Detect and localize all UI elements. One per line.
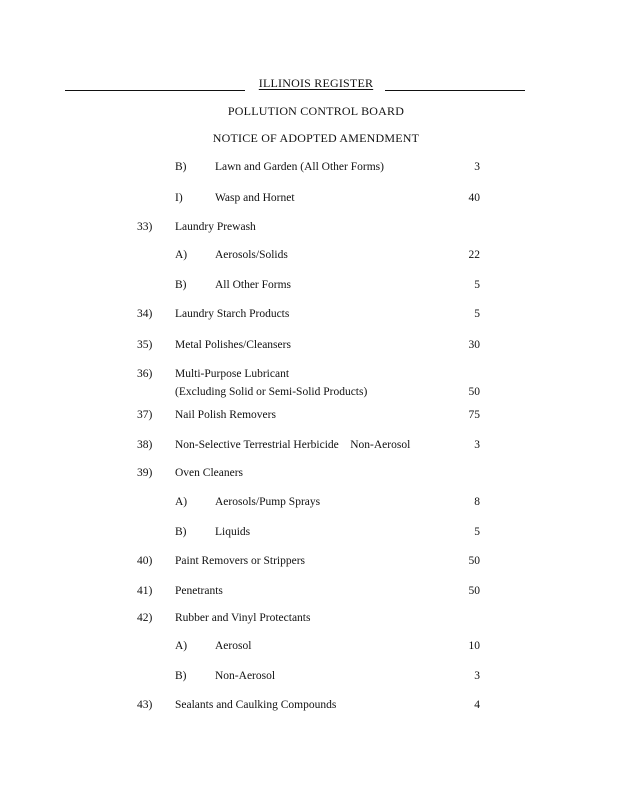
item-label-continuation: (Excluding Solid or Semi-Solid Products) bbox=[175, 386, 368, 398]
list-item bbox=[0, 192, 618, 208]
item-value: 3 bbox=[474, 670, 480, 682]
register-title: ILLINOIS REGISTER bbox=[258, 76, 374, 90]
item-label: Rubber and Vinyl Protectants bbox=[175, 612, 311, 624]
item-value: 50 bbox=[468, 386, 480, 398]
item-number: 39) bbox=[137, 467, 153, 479]
list-item bbox=[0, 496, 618, 512]
item-value: 10 bbox=[468, 640, 480, 652]
list-item bbox=[0, 670, 618, 686]
item-number: 41) bbox=[137, 585, 153, 597]
item-label: Nail Polish Removers bbox=[175, 409, 276, 421]
board-title: POLLUTION CONTROL BOARD bbox=[227, 104, 405, 118]
list-item bbox=[0, 612, 618, 628]
item-value: 22 bbox=[468, 249, 480, 261]
item-label: Laundry Starch Products bbox=[175, 308, 290, 320]
list-item bbox=[0, 585, 618, 601]
item-label: Metal Polishes/Cleansers bbox=[175, 339, 291, 351]
item-value: 50 bbox=[468, 585, 480, 597]
item-value: 3 bbox=[474, 161, 480, 173]
item-number: 34) bbox=[137, 308, 153, 320]
item-letter: A) bbox=[175, 249, 188, 261]
item-label: Aerosols/Pump Sprays bbox=[215, 496, 321, 508]
item-letter: B) bbox=[175, 279, 187, 291]
item-label: Non-Aerosol bbox=[215, 670, 276, 682]
item-value: 5 bbox=[474, 279, 480, 291]
item-number: 40) bbox=[137, 555, 153, 567]
item-number: 36) bbox=[137, 368, 153, 380]
list-item bbox=[0, 249, 618, 265]
list-item bbox=[0, 439, 618, 455]
item-letter: I) bbox=[175, 192, 183, 204]
list-item bbox=[0, 409, 618, 425]
list-item-continuation bbox=[0, 386, 618, 402]
item-value: 75 bbox=[468, 409, 480, 421]
list-item bbox=[0, 161, 618, 177]
item-label: Sealants and Caulking Compounds bbox=[175, 699, 337, 711]
item-letter: A) bbox=[175, 640, 188, 652]
item-number: 35) bbox=[137, 339, 153, 351]
item-letter: B) bbox=[175, 670, 187, 682]
item-number: 38) bbox=[137, 439, 153, 451]
list-item bbox=[0, 339, 618, 355]
item-value: 3 bbox=[474, 439, 480, 451]
list-item bbox=[0, 221, 618, 237]
item-label: Aerosols/Solids bbox=[215, 249, 288, 261]
list-item bbox=[0, 555, 618, 571]
item-value: 4 bbox=[474, 699, 480, 711]
item-label: Wasp and Hornet bbox=[215, 192, 295, 204]
item-number: 33) bbox=[137, 221, 153, 233]
item-letter: B) bbox=[175, 526, 187, 538]
item-number: 42) bbox=[137, 612, 153, 624]
item-number: 37) bbox=[137, 409, 153, 421]
list-item bbox=[0, 699, 618, 715]
item-label: Penetrants bbox=[175, 585, 223, 597]
item-label: Liquids bbox=[215, 526, 251, 538]
item-label: Multi-Purpose Lubricant bbox=[175, 368, 290, 380]
item-label: Lawn and Garden (All Other Forms) bbox=[215, 161, 384, 173]
notice-title: NOTICE OF ADOPTED AMENDMENT bbox=[212, 131, 420, 145]
item-number: 43) bbox=[137, 699, 153, 711]
list-item bbox=[0, 526, 618, 542]
item-value: 40 bbox=[468, 192, 480, 204]
item-value: 8 bbox=[474, 496, 480, 508]
item-value: 50 bbox=[468, 555, 480, 567]
item-value: 5 bbox=[474, 308, 480, 320]
item-label: Paint Removers or Strippers bbox=[175, 555, 305, 567]
item-label: Non-Selective Terrestrial Herbicide Non-Aerosol bbox=[175, 439, 411, 451]
item-label: Aerosol bbox=[215, 640, 252, 652]
list-item bbox=[0, 308, 618, 324]
item-label: Oven Cleaners bbox=[175, 467, 244, 479]
item-label: Laundry Prewash bbox=[175, 221, 256, 233]
list-item bbox=[0, 279, 618, 295]
item-letter: A) bbox=[175, 496, 188, 508]
item-value: 30 bbox=[468, 339, 480, 351]
list-item bbox=[0, 368, 618, 384]
item-letter: B) bbox=[175, 161, 187, 173]
list-item bbox=[0, 467, 618, 483]
item-value: 5 bbox=[474, 526, 480, 538]
item-label: All Other Forms bbox=[215, 279, 292, 291]
list-item bbox=[0, 640, 618, 656]
